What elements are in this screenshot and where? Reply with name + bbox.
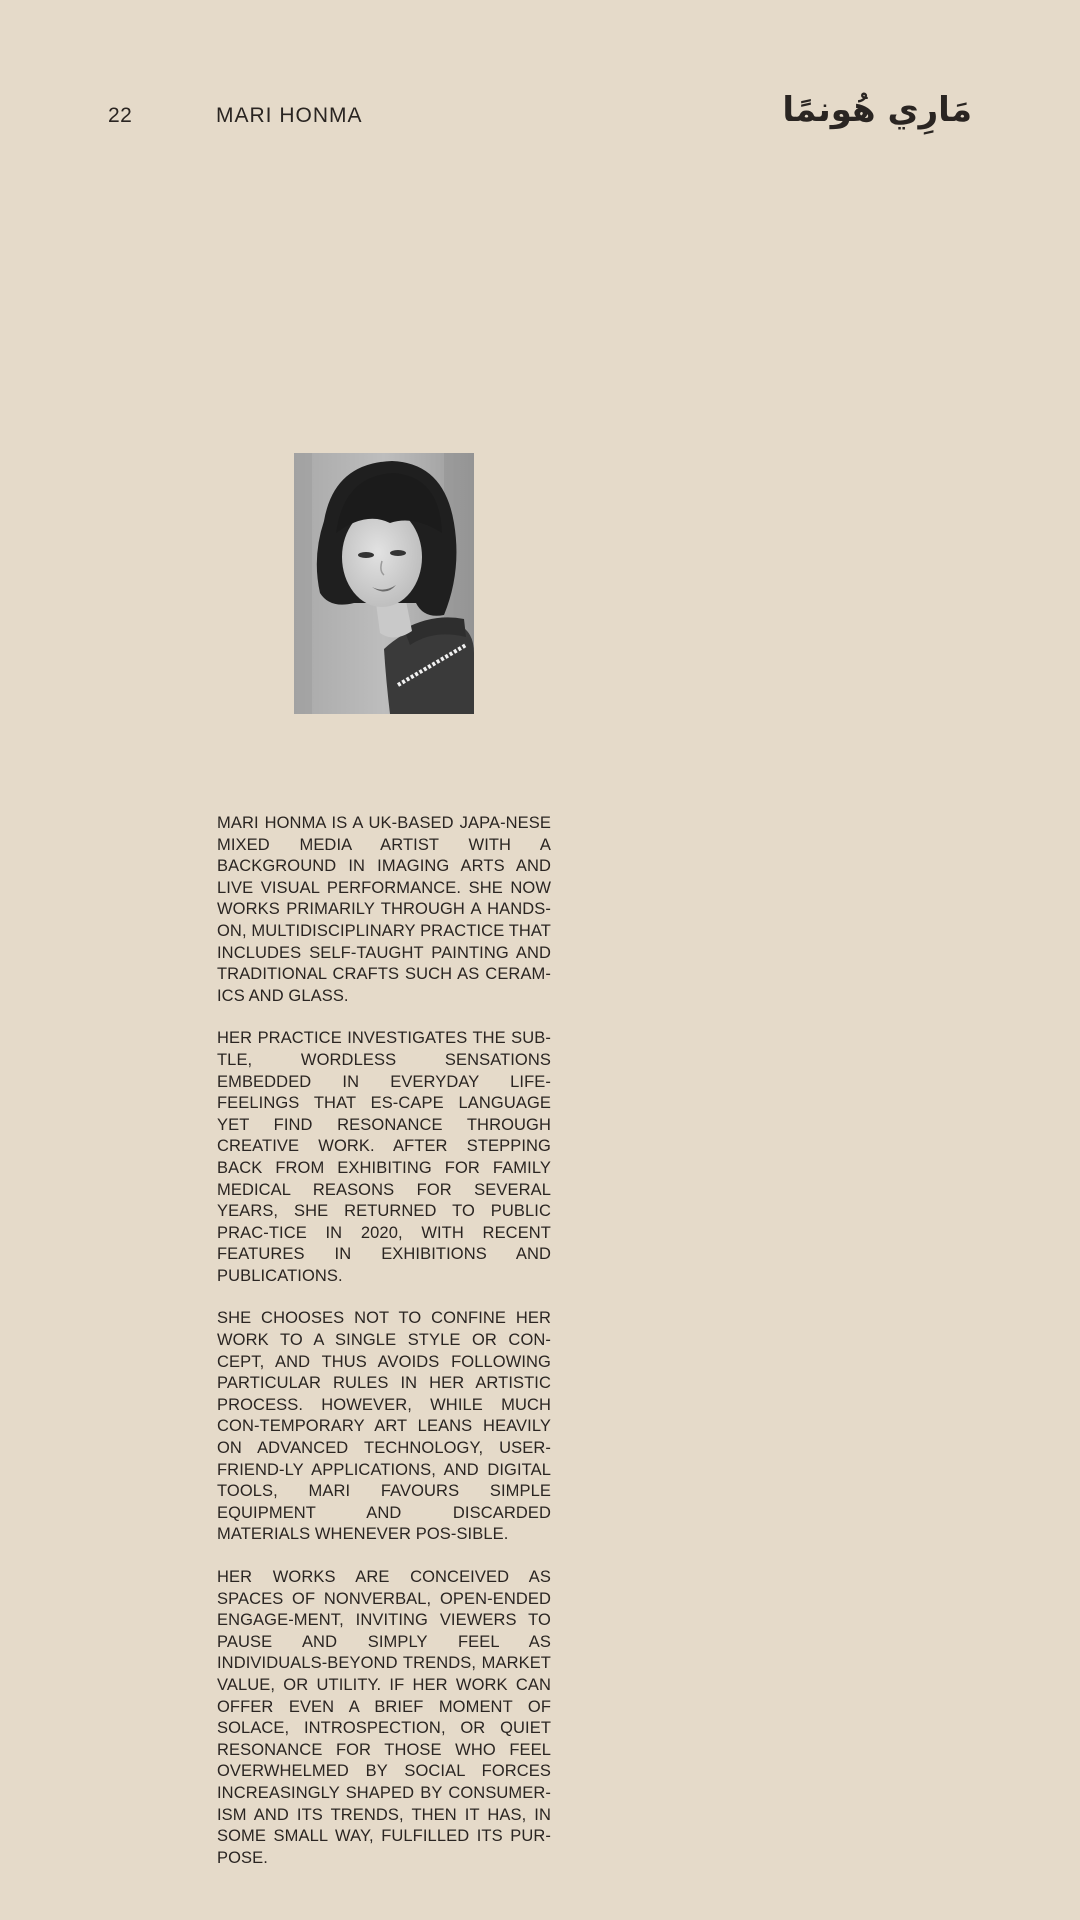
artist-biography — [217, 813, 551, 1890]
bio-paragraph: HER PRACTICE INVESTIGATES THE SUB-TLE, WORDLESS SENSATIONS EMBEDDED IN EVERYDAY LIFE-FEELINGS THAT ES-CAPE LANGUAGE YET FIND RESONANCE THROUGH CREATIVE WORK. AFTER STEPPING BACK FROM EXHIBITING FOR FAMILY MEDICAL REASONS FOR SEVERAL YEARS, SHE RETURNED TO PUBLIC PRAC-TICE IN 2020, WITH RECENT FEATURES IN EXHIBITIONS AND PUBLICATIONS. — [217, 1029, 551, 1285]
page-number: 22 — [108, 104, 133, 127]
portrait-photo-icon — [294, 453, 474, 714]
bio-paragraph: SHE CHOOSES NOT TO CONFINE HER WORK TO A SINGLE STYLE OR CON-CEPT, AND THUS AVOIDS FOLLOWING PARTICULAR RULES IN HER ARTISTIC PROCESS. HOWEVER, WHILE MUCH CON-TEMPORARY ART LEANS HEAVILY ON ADVANCED TECHNOLOGY, USER-FRIEND-LY APPLICATIONS, AND DIGITAL TOOLS, MARI FAVOURS SIMPLE EQUIPMENT AND DISCARDED MATERIALS WHENEVER POS-SIBLE. — [217, 1309, 551, 1544]
artist-portrait — [294, 453, 474, 714]
artist-name-arabic: مَارِي هُونمًا — [782, 90, 972, 130]
artist-name: MARI HONMA — [216, 104, 363, 127]
bio-paragraph: HER WORKS ARE CONCEIVED AS SPACES OF NONVERBAL, OPEN-ENDED ENGAGE-MENT, INVITING VIEWERS TO PAUSE AND SIMPLY FEEL AS INDIVIDUALS-BEYOND TRENDS, MARKET VALUE, OR UTILITY. IF HER WORK CAN OFFER EVEN A BRIEF MOMENT OF SOLACE, INTROSPECTION, OR QUIET RESONANCE FOR THOSE WHO FEEL OVERWHELMED BY SOCIAL FORCES INCREASINGLY SHAPED BY CONSUMER-ISM AND ITS TRENDS, THEN IT HAS, IN SOME SMALL WAY, FULFILLED ITS PUR-POSE. — [217, 1568, 551, 1867]
bio-paragraph: MARI HONMA IS A UK-BASED JAPA-NESE MIXED MEDIA ARTIST WITH A BACKGROUND IN IMAGING ARTS AND LIVE VISUAL PERFORMANCE. SHE NOW WORKS PRIMARILY THROUGH A HANDS-ON, MULTIDISCIPLINARY PRACTICE THAT INCLUDES SELF-TAUGHT PAINTING AND TRADITIONAL CRAFTS SUCH AS CERAM-ICS AND GLASS. — [217, 814, 551, 1005]
